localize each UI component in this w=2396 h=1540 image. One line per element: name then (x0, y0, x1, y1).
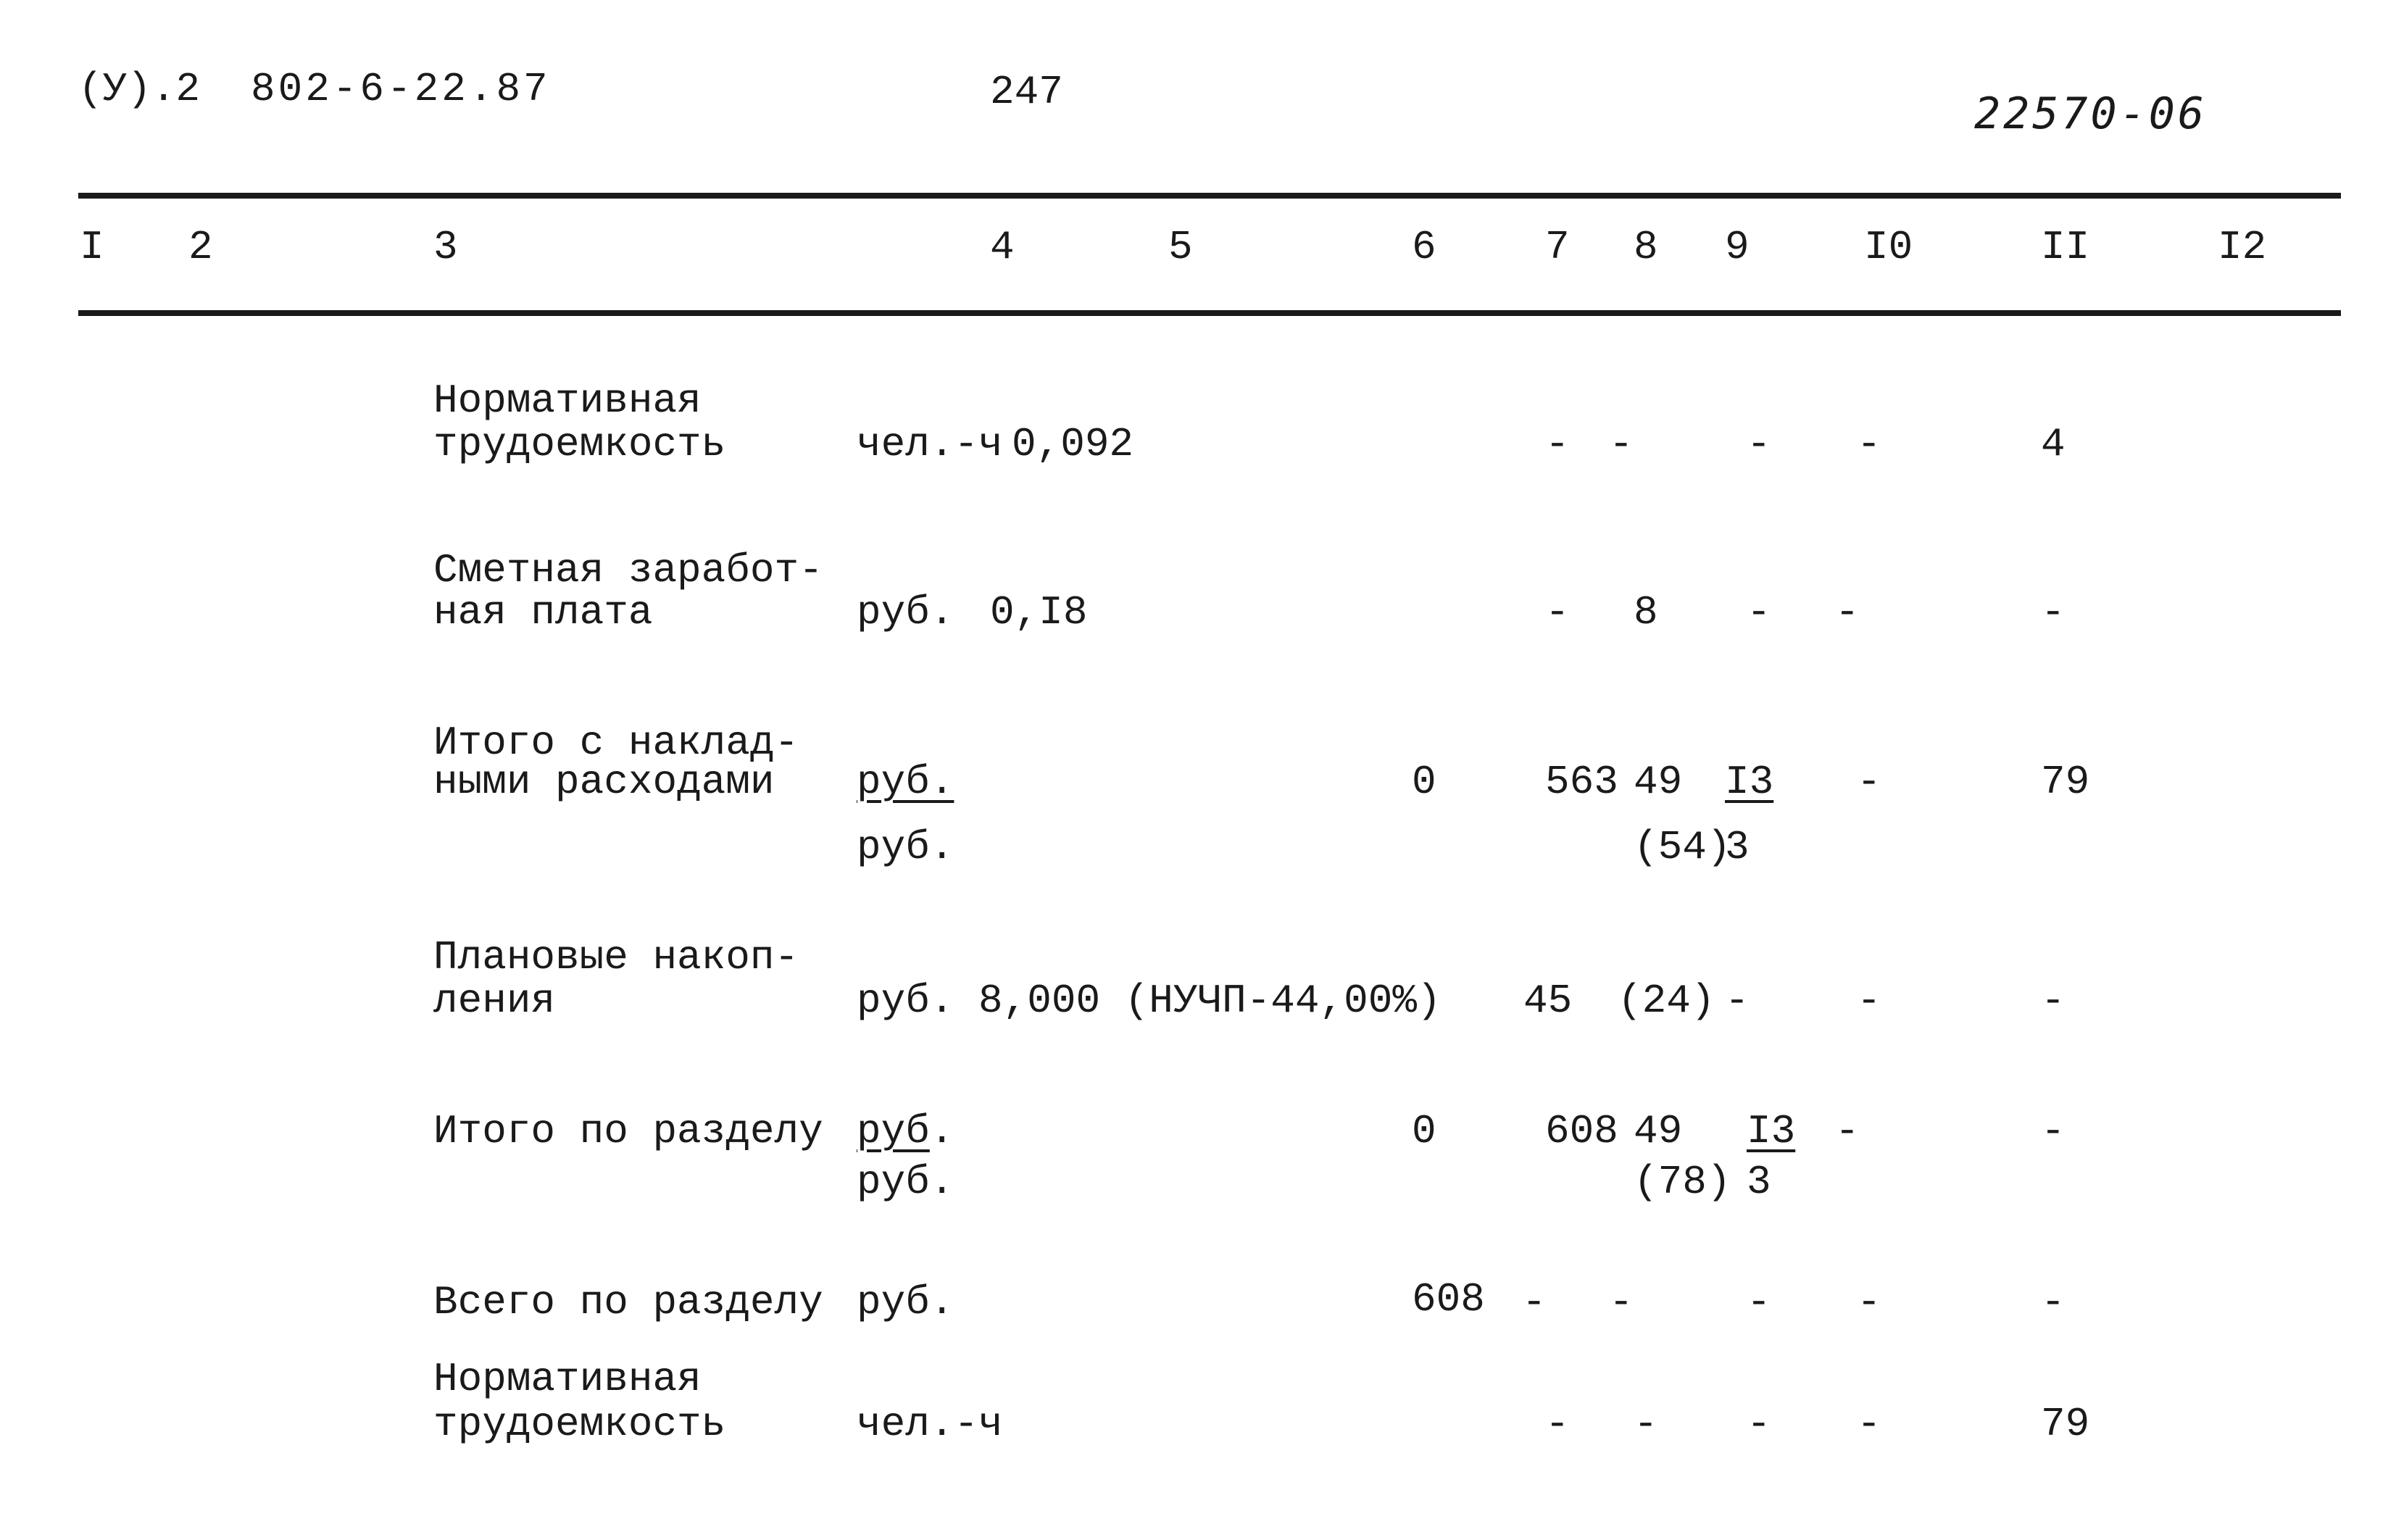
cell-7: - (1545, 421, 1570, 467)
cell-11: - (2041, 589, 2066, 636)
cell-8: - (1609, 1279, 1634, 1325)
cell-9: - (1747, 1279, 1771, 1325)
cell-8-note: (78) (1634, 1159, 1731, 1205)
cell-9: - (1747, 421, 1771, 467)
column-header-9: 9 (1725, 224, 1750, 270)
cell-7: 608 (1545, 1108, 1618, 1154)
cell-6: 608 (1412, 1276, 1485, 1323)
cell-8: - (1609, 421, 1634, 467)
cell-7: - (1545, 589, 1570, 636)
column-header-3: 3 (433, 224, 458, 270)
cell-6: 0 (1412, 759, 1436, 805)
cell-9: I3 (1747, 1108, 1796, 1154)
cell-7: - (1522, 1279, 1547, 1325)
unit: руб. (857, 1279, 954, 1325)
column-header-10: I0 (1864, 224, 1913, 270)
row-label: трудоемкость (433, 1401, 726, 1447)
unit: руб. (857, 589, 954, 636)
rate: 0,092 (1012, 421, 1134, 467)
column-header-6: 6 (1412, 224, 1436, 270)
cell-9: - (1747, 1401, 1771, 1447)
unit: чел.-ч (857, 1401, 1003, 1447)
cell-11: 79 (2041, 1401, 2090, 1447)
cell-7: - (1545, 1401, 1570, 1447)
header-rule (78, 310, 2341, 316)
column-header-12: I2 (2218, 224, 2267, 270)
unit: руб. (857, 824, 954, 870)
cell-10: - (1835, 589, 1860, 636)
cell-8: - (1634, 1401, 1658, 1447)
cell-10: - (1857, 978, 1881, 1024)
cell-6: 0 (1412, 1108, 1436, 1154)
cell-11: - (2041, 1279, 2066, 1325)
cell-9: - (1725, 978, 1750, 1024)
unit: руб. (857, 1159, 954, 1205)
cell-7: 45 (1523, 978, 1573, 1024)
top-rule (78, 193, 2341, 199)
row-label: Нормативная (433, 1356, 702, 1402)
unit: чел.-ч (857, 421, 1003, 467)
column-header-4: 4 (990, 224, 1015, 270)
document-number: 22570-06 (1974, 88, 2207, 139)
row-label: Итого по разделу (433, 1108, 823, 1154)
cell-10: - (1857, 759, 1881, 805)
unit-dot: . (929, 1108, 954, 1154)
row-label: Итого с наклад- (433, 720, 799, 766)
cell-10: - (1857, 1279, 1881, 1325)
row-label: ными расходами (433, 759, 775, 805)
row-label: Сметная заработ- (433, 547, 823, 594)
cell-11: 4 (2041, 421, 2066, 467)
cell-11: - (2041, 1108, 2066, 1154)
unit-underlined: руб (857, 1108, 930, 1154)
column-header-1: I (80, 224, 104, 270)
row-label: ная плата (433, 589, 653, 636)
cell-8: 49 (1634, 1108, 1683, 1154)
column-header-5: 5 (1168, 224, 1193, 270)
rate: 0,I8 (990, 589, 1088, 636)
column-header-7: 7 (1545, 224, 1570, 270)
cell-11: - (2041, 978, 2066, 1024)
column-header-11: II (2041, 224, 2090, 270)
cell-9-note: 3 (1725, 824, 1750, 870)
sheet-code: (У).2 (78, 66, 201, 112)
row-label: Плановые накоп- (433, 934, 799, 981)
cell-10: - (1857, 1401, 1881, 1447)
cell-10: - (1857, 421, 1881, 467)
cell-8-note: (54) (1634, 824, 1731, 870)
unit-rate-text: руб. 8,000 (НУЧП-44,00%) (857, 978, 1442, 1024)
row-label: трудоемкость (433, 421, 726, 467)
cell-11: 79 (2041, 759, 2090, 805)
cell-8: 8 (1634, 589, 1658, 636)
cell-9-note: 3 (1747, 1159, 1771, 1205)
page-number: 247 (990, 69, 1063, 115)
cell-8: (24) (1618, 978, 1715, 1024)
column-header-2: 2 (188, 224, 213, 270)
column-header-8: 8 (1634, 224, 1658, 270)
cell-9: - (1747, 589, 1771, 636)
row-label: Нормативная (433, 378, 702, 424)
row-label: ления (433, 978, 556, 1024)
cell-10: - (1835, 1108, 1860, 1154)
cell-9: I3 (1725, 759, 1774, 805)
cell-7: 563 (1545, 759, 1618, 805)
unit: руб. (857, 759, 954, 805)
cell-8: 49 (1634, 759, 1683, 805)
row-label: Всего по разделу (433, 1279, 823, 1325)
series-number: 802-6-22.87 (251, 66, 551, 112)
unit (857, 1109, 954, 1154)
